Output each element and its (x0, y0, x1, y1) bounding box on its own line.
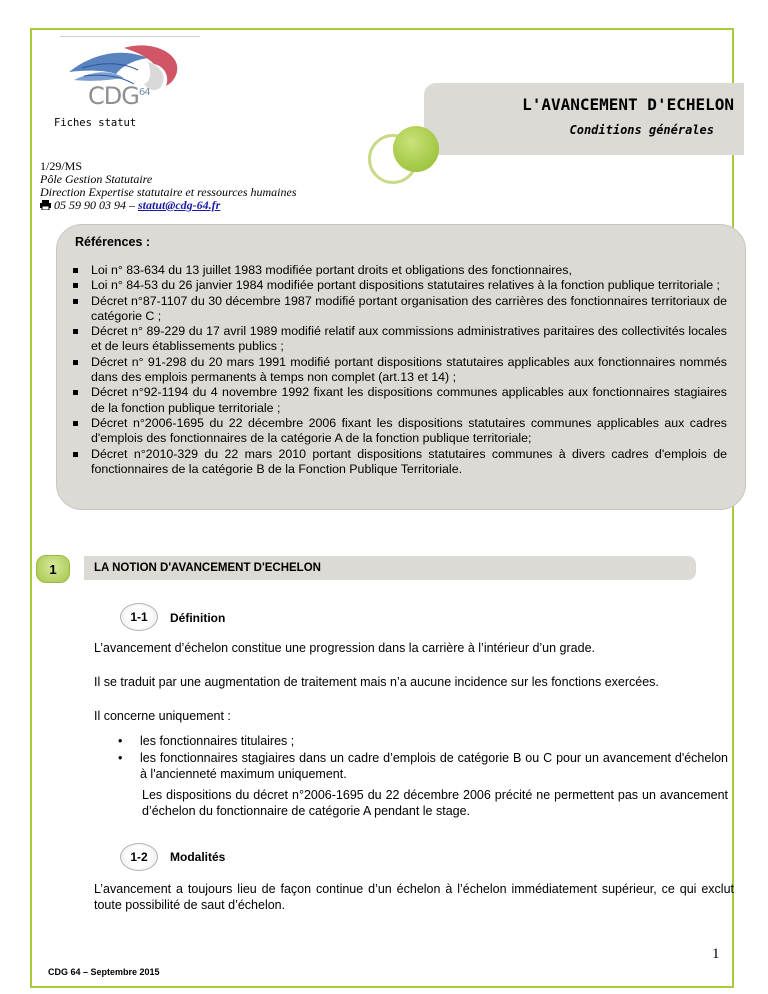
reference-item: Loi n° 84-53 du 26 janvier 1984 modifiée portant dispositions statutaires relatives à la fonction publique territoriale ; (67, 278, 727, 293)
reference-item: Décret n° 91-298 du 20 mars 1991 modifié portant dispositions statutaires applicables aux fonctionnaires nommés dans des emplois permanents à temps non complet (art.13 et 14) ; (67, 355, 727, 386)
paragraph: Il se traduit par une augmentation de traitement mais n’a aucune incidence sur les fonctions exercées. (94, 675, 659, 689)
references-title: Références : (75, 235, 151, 249)
section-header-bar (84, 556, 696, 580)
references-box (56, 224, 746, 510)
page-number: 1 (712, 946, 720, 962)
phone-number: 05 59 90 03 94 – (54, 198, 135, 212)
subsection-title: Définition (170, 611, 226, 625)
phone-line (40, 199, 297, 212)
bullet-item: • les fonctionnaires titulaires ; (116, 733, 728, 750)
contact-block (40, 160, 297, 212)
paragraph: Il concerne uniquement : (94, 709, 231, 723)
logo-wordmark: CDG$^{64}$ (88, 82, 150, 110)
paragraph-note: Les dispositions du décret n°2006-1695 du 22 décembre 2006 précité ne permettent pas un avancement d’échelon du fonctionnaire de catégorie A pendant le stage. (142, 788, 728, 818)
document-title: L'AVANCEMENT D'ECHELON (522, 95, 734, 114)
logo-divider (60, 36, 200, 37)
direction-name: Direction Expertise statutaire et ressources humaines (40, 185, 297, 199)
printer-icon (40, 200, 51, 210)
reference-item: Décret n° 89-229 du 17 avril 1989 modifié relatif aux commissions administratives paritaires des collectivités locales et de leurs établissements publics ; (67, 324, 727, 355)
email-link[interactable]: statut@cdg-64.fr (138, 198, 221, 212)
paragraph: L’avancement d’échelon constitue une progression dans la carrière à l’intérieur d’un grade. (94, 641, 596, 655)
references-list (67, 263, 727, 477)
bullet-list (116, 733, 728, 783)
reference-item: Décret n°2006-1695 du 22 décembre 2006 fixant les dispositions statutaires communes applicables aux cadres d'emplois des fonctionnaires de la catégorie A de la fonction publique territoriale; (67, 416, 727, 447)
subsection-title: Modalités (170, 850, 226, 864)
footer-label: CDG 64 – Septembre 2015 (48, 967, 160, 977)
pole-name: Pôle Gestion Statutaire (40, 172, 153, 186)
fiches-statut-label: Fiches statut (54, 117, 137, 129)
reference-code: 1/29/MS (40, 159, 83, 173)
reference-item: Décret n°87-1107 du 30 décembre 1987 modifié portant organisation des carrières des fonctionnaires territoriaux de catégorie C ; (67, 294, 727, 325)
title-box (424, 83, 744, 155)
decorative-green-circle (393, 126, 439, 172)
reference-item: Loi n° 83-634 du 13 juillet 1983 modifiée portant droits et obligations des fonctionnaires, (67, 263, 727, 278)
paragraph: L’avancement a toujours lieu de façon continue d’un échelon à l’échelon immédiatement supérieur, ce qui exclut toute possibilité de saut d’échelon. (94, 882, 734, 912)
section-number-badge: 1 (36, 555, 70, 583)
reference-item: Décret n°2010-329 du 22 mars 2010 portant dispositions statutaires communes à divers cadres d'emplois de fonctionnaires de la catégorie B de la Fonction Publique Territoriale. (67, 447, 727, 478)
section-title: LA NOTION D'AVANCEMENT D'ECHELON (94, 562, 321, 574)
reference-item: Décret n°92-1194 du 4 novembre 1992 fixant les dispositions communes applicables aux fonctionnaires stagiaires de la fonction publique territoriale ; (67, 385, 727, 416)
bullet-item: • les fonctionnaires stagiaires dans un cadre d’emplois de catégorie B ou C pour un avancement d'échelon à l'ancienneté maximum uniquement. (116, 750, 728, 783)
subsection-number-badge: 1-1 (120, 603, 158, 631)
document-subtitle: Conditions générales (569, 123, 714, 137)
subsection-number-badge: 1-2 (120, 843, 158, 871)
